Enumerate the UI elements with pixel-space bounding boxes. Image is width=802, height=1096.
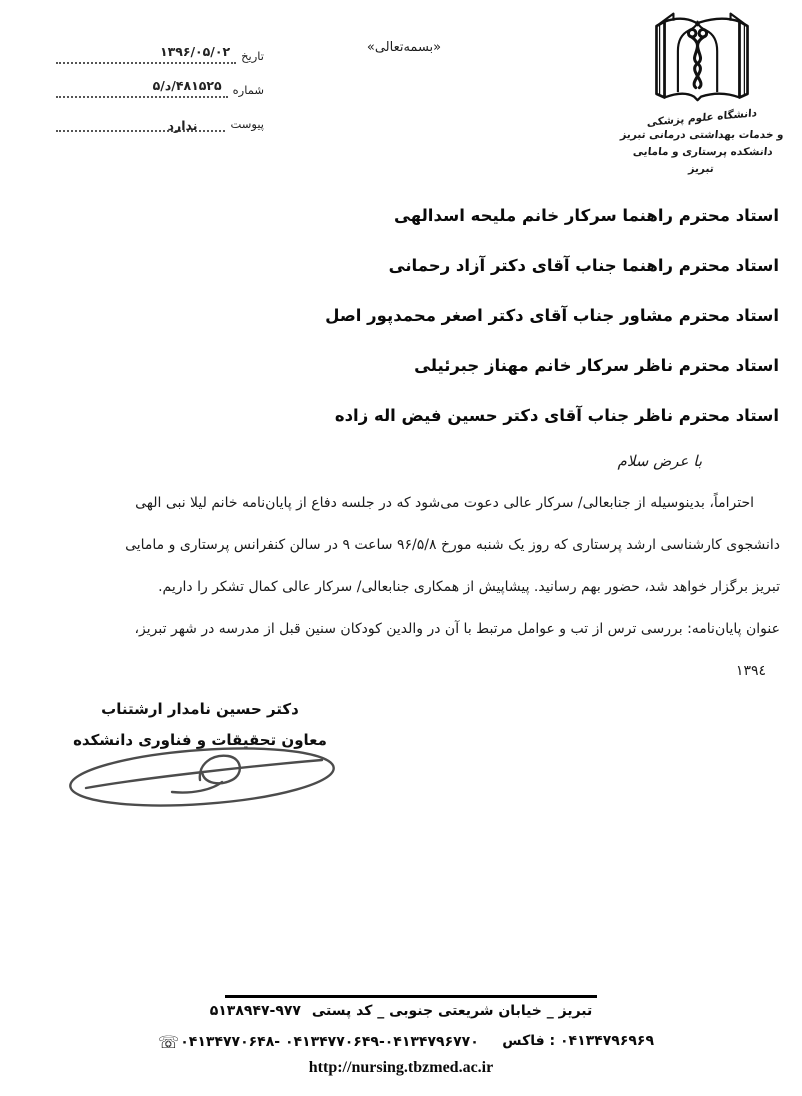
number-value: ۵/د/۴۸۱۵۲۵ [152,78,222,93]
footer-postal-code: ۵۱۳۸۹۴۷-۹۷۷ [209,1003,301,1019]
body-line-4: عنوان پایان‌نامه: بررسی ترس از تب و عوامل مرتبط با آن در والدین کودکان سنین قبل از مدرسه در شهر تبریز، [134,621,780,637]
phone-icon: ☏ [158,1033,180,1053]
recipient-line-2: استاد محترم راهنما جناب آقای دکتر آزاد رحمانی [388,256,779,275]
body-line-3: تبریز برگزار خواهد شد، حضور بهم رسانید. پیشاپیش از همکاری جنابعالی/ سرکار عالی کمال تشکر را داریم. [158,579,780,595]
number-label: شماره [232,83,264,97]
reference-block [56,30,264,132]
signature-block [66,700,334,749]
signer-name: دکتر حسین نامدار ارشتناب [101,700,299,718]
attachment-dotted-line [56,114,225,132]
org-name-line3: دانشکده پرستاری و مامایی تبریز [632,145,774,175]
footer-phone-line [158,1033,479,1053]
body-line-2: دانشجوی کارشناسی ارشد پرستاری که روز یک شنبه مورخ ۹۶/۵/۸ ساعت ۹ در سالن کنفرانس پرستاری و مامایی [125,537,780,553]
recipient-line-4: استاد محترم ناظر سرکار خانم مهناز جبرئیلی [414,356,779,375]
signer-title: معاون تحقیقات و فناوری دانشکده [73,731,327,749]
footer-phone-numbers: ۰۴۱۳۴۷۷۰۶۴۸- ۰۴۱۳۴۷۷۰۶۴۹-۰۴۱۳۴۷۹۶۷۷۰ [180,1034,479,1050]
salutation: با عرض سلام [617,452,702,470]
number-dotted-line [56,80,228,98]
footer-address: تبریز _ خیابان شریعتی جنوبی _ کد پستی [311,1003,593,1019]
date-row [56,30,264,64]
recipient-line-5: استاد محترم ناظر جناب آقای دکتر حسین فیض اله زاده [334,406,779,425]
number-row [56,64,264,98]
attachment-row [56,98,264,132]
besmellah-heading: «بسمه‌تعالی» [366,40,442,55]
footer-address-line [0,1003,802,1019]
letter-body [22,488,780,698]
body-line-5-year: ۱۳۹٤ [735,663,766,679]
date-value: ۱۳۹۶/۰۵/۰۲ [159,44,231,59]
fax-number: ۰۴۱۳۴۷۹۶۹۶۹ [560,1033,654,1049]
fax-label: فاکس [502,1033,545,1049]
recipient-line-3: استاد محترم مشاور جناب آقای دکتر اصغر محمدپور اصل [325,306,779,325]
org-name-line1: دانشگاه علوم پزشکی [646,107,758,129]
footer-fax-line [502,1033,654,1049]
footer-website-url: http://nursing.tbzmed.ac.ir [308,1059,494,1076]
university-logo-block [620,10,784,177]
recipient-line-1: استاد محترم راهنما سرکار خانم ملیحه اسدالهی [394,206,779,225]
fax-separator: : [544,1033,560,1049]
attachment-label: پیوست [230,117,264,131]
body-line-1: احتراماً، بدینوسیله از جنابعالی/ سرکار عالی دعوت می‌شود که در جلسه دفاع از پایان‌نامه خانم لیلا نبی الهی [135,495,754,511]
org-name-line2: و خدمات بهداشتی درمانی تبریز [619,128,785,141]
date-dotted-line [56,46,236,64]
recipients-list [23,206,779,456]
attachment-value: ندارد [167,118,198,133]
open-book-dna-icon [644,10,760,110]
date-label: تاریخ [241,49,264,63]
footer-divider [225,995,597,998]
